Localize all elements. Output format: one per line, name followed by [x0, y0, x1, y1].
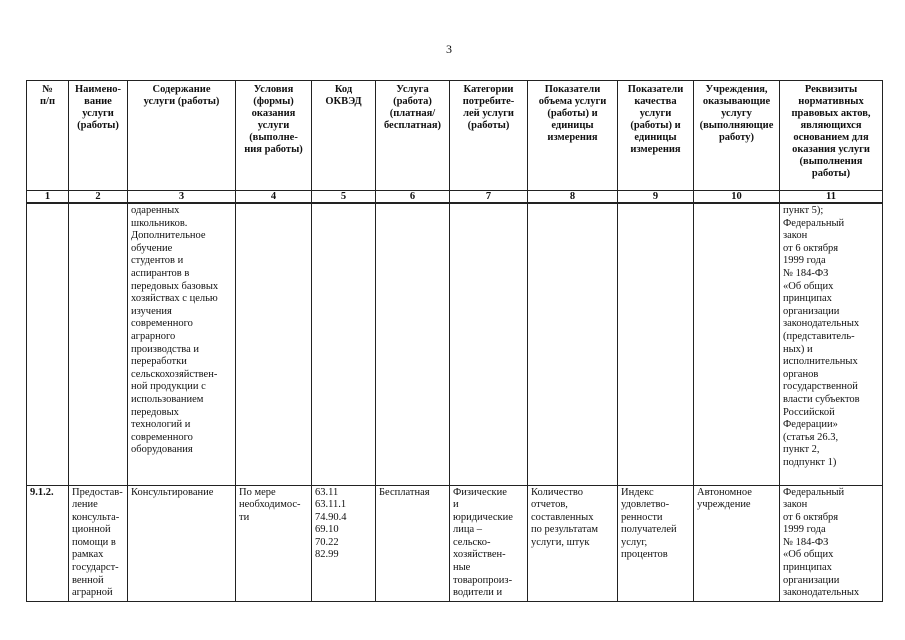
page-number: 3: [446, 42, 452, 56]
table-cell-number: 9.1.2.: [27, 485, 69, 601]
services-table: [26, 80, 883, 602]
header-cell-acts: Реквизиты нормативных правовых актов, являющихся основанием для оказания услуги (выполнения работы): [780, 81, 883, 191]
table-cell-empty: [694, 203, 780, 485]
column-number: 6: [376, 191, 450, 204]
table-cell-empty: [236, 203, 312, 485]
table-cell-empty: [312, 203, 376, 485]
column-number: 5: [312, 191, 376, 204]
table-cell-content: одаренных школьников. Дополнительное обучение студентов и аспирантов в передовых базовых хозяйствах с целью изучения современного аграрного производства и переработки сельскохозяйствен- ной продукции с использованием передовых технологий и современного оборудования: [128, 203, 236, 485]
table-row-9-1-2: [27, 485, 883, 601]
table-cell-empty: [618, 203, 694, 485]
table-cell-name: Предостав- ление консульта- ционной помощи в рамках государст- венной аграрной: [69, 485, 128, 601]
table-cell-volume: Количество отчетов, составленных по результатам услуги, штук: [528, 485, 618, 601]
table-cell-empty: [69, 203, 128, 485]
column-number-row: [27, 191, 883, 204]
table-cell-institution: Автономное учреждение: [694, 485, 780, 601]
column-number: 2: [69, 191, 128, 204]
table-cell-conditions: По мере необходимос- ти: [236, 485, 312, 601]
table-row-continuation: [27, 203, 883, 485]
table-cell-content: Консультирование: [128, 485, 236, 601]
table-cell-empty: [27, 203, 69, 485]
table-cell-empty: [450, 203, 528, 485]
header-cell-consumers: Категории потребите- лей услуги (работы): [450, 81, 528, 191]
header-cell-okved: Код ОКВЭД: [312, 81, 376, 191]
header-cell-institution: Учреждения, оказывающие услугу (выполняющие работу): [694, 81, 780, 191]
column-number: 4: [236, 191, 312, 204]
column-number: 11: [780, 191, 883, 204]
header-cell-volume: Показатели объема услуги (работы) и единицы измерения: [528, 81, 618, 191]
table-cell-quality: Индекс удовлетво- ренности получателей услуг, процентов: [618, 485, 694, 601]
column-number: 9: [618, 191, 694, 204]
column-number: 3: [128, 191, 236, 204]
table-cell-okved: 63.11 63.11.1 74.90.4 69.10 70.22 82.99: [312, 485, 376, 601]
table-cell-acts: Федеральный закон от 6 октября 1999 года № 184-ФЗ «Об общих принципах организации законодательных: [780, 485, 883, 601]
header-cell-quality: Показатели качества услуги (работы) и единицы измерения: [618, 81, 694, 191]
table-cell-consumers: Физические и юридические лица – сельско- хозяйствен- ные товаропроиз- водители и: [450, 485, 528, 601]
column-number: 1: [27, 191, 69, 204]
table-cell-empty: [376, 203, 450, 485]
header-cell-number: № п/п: [27, 81, 69, 191]
table-cell-acts: пункт 5); Федеральный закон от 6 октября 1999 года № 184-ФЗ «Об общих принципах организации законодательных (представитель- ных) и исполнительных органов государственной власти субъектов Российской Федерации» (статья 26.3, пункт 2, подпункт 1): [780, 203, 883, 485]
header-cell-paid: Услуга (работа) (платная/ бесплатная): [376, 81, 450, 191]
table-cell-empty: [528, 203, 618, 485]
header-cell-content: Содержание услуги (работы): [128, 81, 236, 191]
table-cell-paid: Бесплатная: [376, 485, 450, 601]
column-number: 7: [450, 191, 528, 204]
header-cell-name: Наимено- вание услуги (работы): [69, 81, 128, 191]
column-number: 10: [694, 191, 780, 204]
header-row: [27, 81, 883, 191]
column-number: 8: [528, 191, 618, 204]
header-cell-conditions: Условия (формы) оказания услуги (выполне- ния работы): [236, 81, 312, 191]
